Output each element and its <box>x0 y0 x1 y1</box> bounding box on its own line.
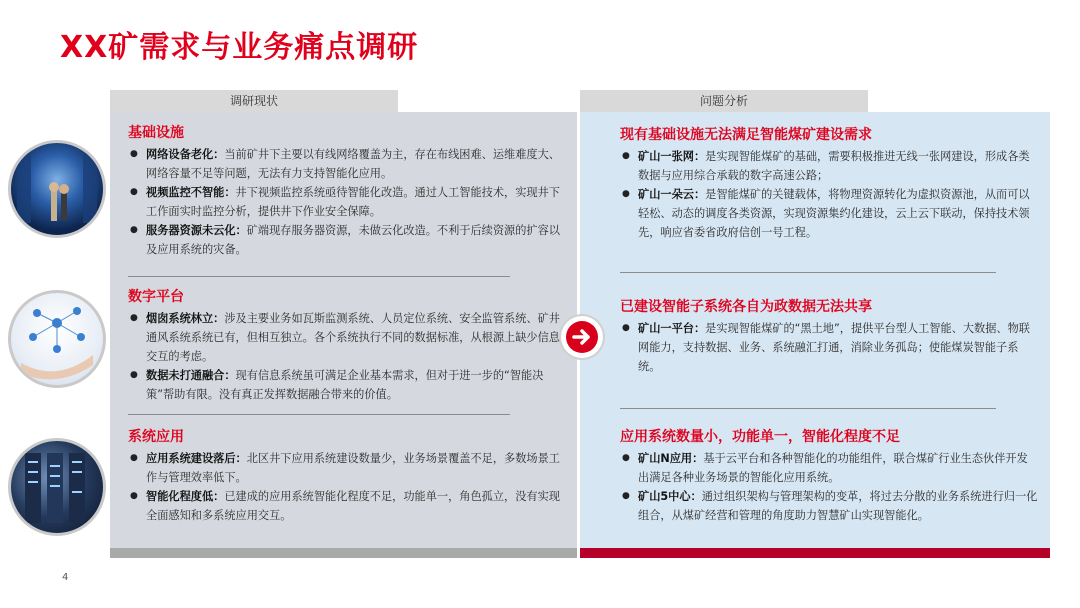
digital-platform-image <box>8 290 106 388</box>
item-text: 是智能煤矿的关键载体，将物理资源转化为虚拟资源池，从而可以轻松、动态的调度各类资源，实现资源集约化建设，云上云下联动，保持技术领先，响应省委省政府信创一号工程。 <box>638 188 1030 239</box>
left-column-header: 调研现状 <box>110 90 398 112</box>
left-panel-shadow <box>110 548 577 558</box>
item-label: 矿山5中心： <box>638 490 702 503</box>
list-item <box>620 449 1038 487</box>
divider <box>128 414 510 415</box>
section-system-application <box>128 426 568 525</box>
item-text: 是实现智能煤矿的“黑土地”，提供平台型人工智能、大数据、物联网能力，支持数据、业务、系统融汇打通，消除业务孤岛；使能煤炭智能子系统。 <box>638 322 1030 373</box>
item-text: 现有信息系统虽可满足企业基本需求，但对于进一步的“智能决策”帮助有限。没有真正发挥数据融合带来的价值。 <box>146 369 544 401</box>
arrow-right-icon <box>561 316 603 358</box>
list-item <box>128 183 568 221</box>
divider <box>128 276 510 277</box>
item-label: 矿山一平台： <box>638 322 706 335</box>
section-title: 已建设智能子系统各自为政数据无法共享 <box>620 299 872 315</box>
item-text: 通过组织架构与管理架构的变革，将过去分散的业务系统进行归一化组合，从煤矿经营和管理的角度助力智慧矿山实现智能化。 <box>638 490 1038 522</box>
list-item <box>128 145 568 183</box>
system-application-image <box>8 438 106 536</box>
list-item <box>128 221 568 259</box>
list-item <box>620 487 1038 525</box>
section-infrastructure <box>128 122 568 259</box>
list-item <box>620 319 1038 376</box>
item-label: 矿山N应用： <box>638 452 704 465</box>
item-label: 视频监控不智能： <box>146 186 236 199</box>
item-label: 数据未打通融合： <box>146 369 236 382</box>
item-label: 矿山一张网： <box>638 150 706 163</box>
page-number: 4 <box>62 572 69 583</box>
list-item <box>620 147 1038 185</box>
item-label: 网络设备老化： <box>146 148 225 161</box>
item-label: 烟囱系统林立： <box>146 312 225 325</box>
item-text: 矿端现存服务器资源，未做云化改造。不利于后续资源的扩容以及应用系统的灾备。 <box>146 224 560 256</box>
right-panel-bottom-bar <box>580 548 1050 558</box>
item-text: 北区井下应用系统建设数量少，业务场景覆盖不足，多数场景工作与管理效率低下。 <box>146 452 560 484</box>
section-title: 应用系统数量小，功能单一，智能化程度不足 <box>620 429 900 445</box>
item-text: 涉及主要业务如瓦斯监测系统、人员定位系统、安全监管系统、矿井通风系统系统已有，但相互独立。各个系统执行不同的数据标准，从根源上缺少信息交互的考虑。 <box>146 312 560 363</box>
section-subsystem-problem <box>620 296 1038 376</box>
section-title: 系统应用 <box>128 429 184 445</box>
item-text: 已建成的应用系统智能化程度不足，功能单一，角色孤立，没有实现全面感知和多系统应用交互。 <box>146 490 560 522</box>
divider <box>620 408 996 409</box>
section-application-problem <box>620 426 1038 525</box>
item-text: 是实现智能煤矿的基础，需要积极推进无线一张网建设，形成各类数据与应用综合承载的数字高速公路； <box>638 150 1030 182</box>
item-label: 服务器资源未云化： <box>146 224 247 237</box>
section-infrastructure-problem <box>620 124 1038 242</box>
item-label: 应用系统建设落后： <box>146 452 247 465</box>
section-title: 现有基础设施无法满足智能煤矿建设需求 <box>620 127 872 143</box>
item-text: 井下视频监控系统亟待智能化改造。通过人工智能技术，实现井下工作面实时监控分析，提供井下作业安全保障。 <box>146 186 560 218</box>
item-text: 当前矿井下主要以有线网络覆盖为主，存在布线困难、运维难度大、网络容量不足等问题，无法有力支持智能化应用。 <box>146 148 560 180</box>
data-center-image <box>8 140 106 238</box>
item-text: 基于云平台和各种智能化的功能组件，联合煤矿行业生态伙伴开发出满足各种业务场景的智能化应用系统。 <box>638 452 1028 484</box>
list-item <box>128 487 568 525</box>
section-digital-platform <box>128 286 568 404</box>
right-column-header: 问题分析 <box>580 90 868 112</box>
divider <box>620 272 996 273</box>
list-item <box>128 309 568 366</box>
section-title: 基础设施 <box>128 125 184 141</box>
item-label: 智能化程度低： <box>146 490 225 503</box>
item-label: 矿山一朵云： <box>638 188 706 201</box>
page-title: XX矿需求与业务痛点调研 <box>60 30 419 65</box>
list-item <box>128 449 568 487</box>
list-item <box>128 366 568 404</box>
list-item <box>620 185 1038 242</box>
section-title: 数字平台 <box>128 289 184 305</box>
